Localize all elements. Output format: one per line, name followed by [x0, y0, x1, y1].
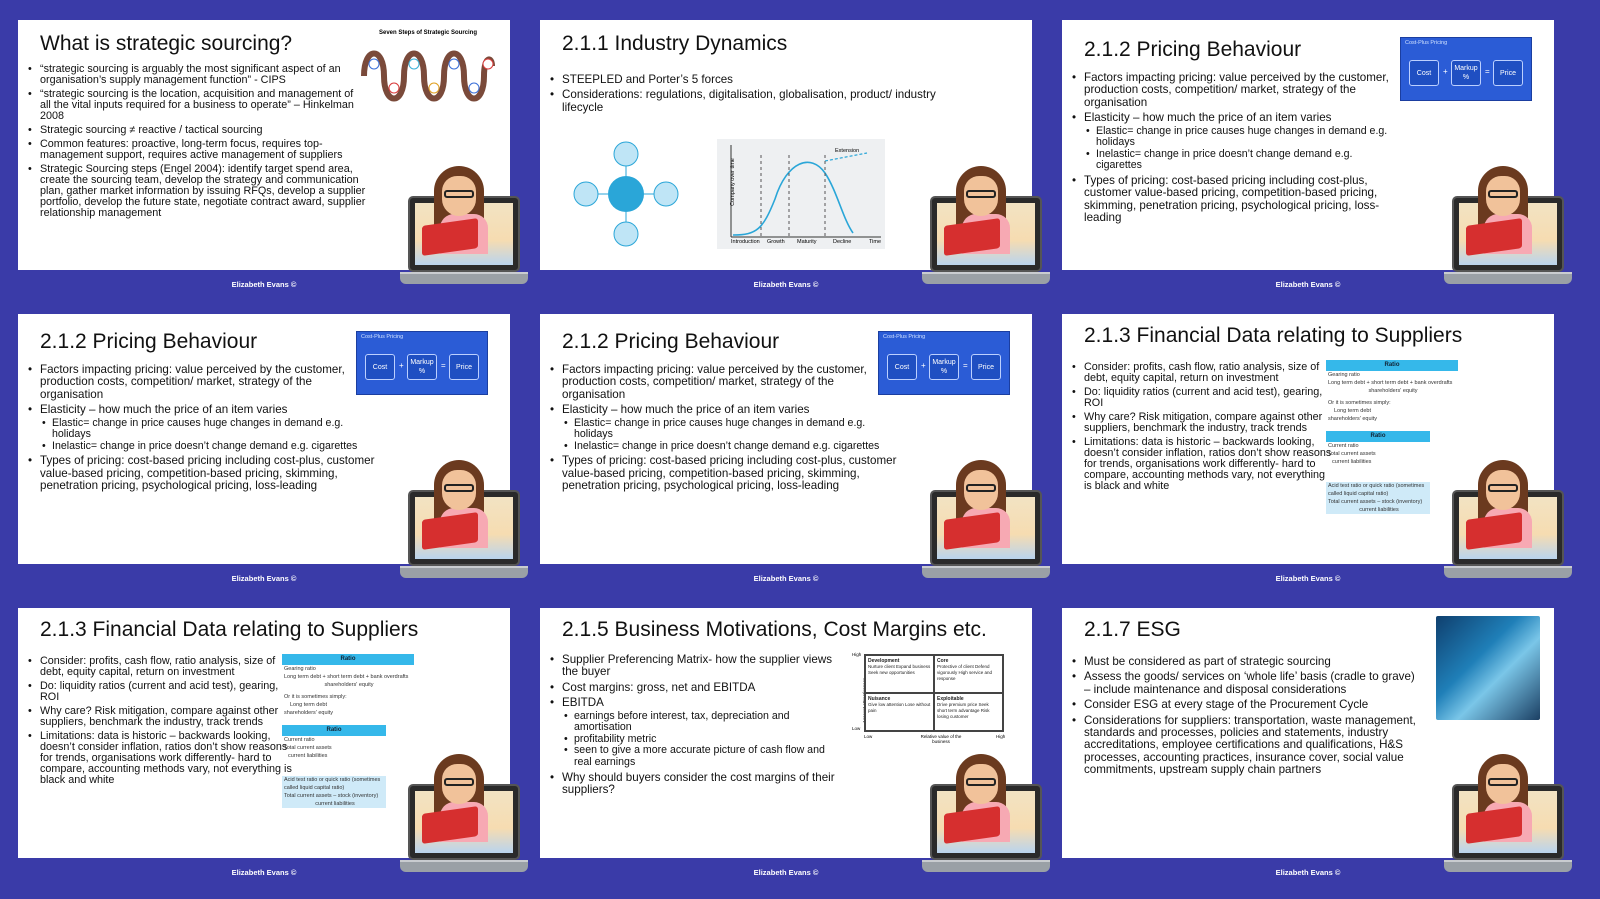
costplus-plus: + — [399, 361, 404, 370]
costplus-cost: Cost — [887, 354, 917, 380]
supplier-preferencing-matrix — [846, 652, 1022, 752]
slide-title: 2.1.3 Financial Data relating to Suppliers — [1084, 324, 1463, 347]
ratio-simply-num: Long term debt — [1334, 408, 1371, 414]
bullet: • Factors impacting pricing: value perceived by the customer, production costs, competition/ market, strategy of the organisation — [548, 364, 898, 401]
cost-plus-pricing-figure — [356, 331, 488, 395]
bullet-list — [548, 364, 898, 496]
sub-bullet: • Elastic= change in price causes huge changes in demand e.g. holidays — [40, 418, 376, 441]
bullet: • Factors impacting pricing: value perceived by the customer, production costs, competition/ market, strategy of the organisation — [26, 364, 376, 401]
slide-financial-data — [18, 608, 510, 888]
bullet: • Consider: profits, cash flow, ratio analysis, size of debt, equity capital, return on investment — [26, 656, 294, 678]
ratio-simply: Or it is sometimes simply: — [1328, 400, 1391, 406]
lifecycle-stage: Growth — [767, 239, 785, 245]
sub-bullet: • Inelastic= change in price doesn’t change demand e.g. cigarettes — [562, 441, 898, 453]
bullet: • Consider: profits, cash flow, ratio analysis, size of debt, equity capital, return on investment — [1070, 362, 1332, 384]
slide-business-motivations — [540, 608, 1032, 888]
matrix-cell-title: Development — [868, 658, 900, 664]
ratio-acid-num: Total current assets – stock (inventory) — [282, 792, 386, 800]
bullet: • Strategic Sourcing steps (Engel 2004): identify target spend area, create the sourcing team, develop the strategy and communication plan, gather market information by issuing RFQs, develop a supplier portfolio, develop the future state, negotiate contract award, supplier relationship management — [26, 164, 366, 219]
slide-footer: Elizabeth Evans © — [753, 280, 819, 289]
steps-wave-icon — [358, 36, 498, 116]
sub-bullet: • seen to give a more accurate picture of cash flow and real earnings — [562, 745, 844, 768]
bullet-text: Elasticity – how much the price of an item varies — [40, 403, 288, 417]
ratio-current: Current ratio — [284, 737, 315, 743]
bullet — [1070, 112, 1400, 172]
seven-steps-figure — [358, 30, 498, 130]
bullet: • “strategic sourcing is arguably the most significant aspect of an organisation’s supply management function” - CIPS — [26, 64, 366, 86]
matrix-cell-title: Core — [937, 658, 949, 664]
lifecycle-extension: Extension — [835, 148, 860, 154]
bullet: • Why should buyers consider the cost margins of their suppliers? — [548, 772, 844, 797]
ratio-simply-num: Long term debt — [290, 702, 327, 708]
slide-strategic-sourcing — [18, 20, 510, 300]
matrix-cell-title: Nuisance — [868, 696, 891, 702]
ratio-current-num: Total current assets — [1328, 451, 1376, 457]
bullet-list — [1070, 72, 1400, 228]
slide-title: 2.1.2 Pricing Behaviour — [40, 330, 258, 353]
bullet-text: Elasticity – how much the price of an item varies — [1084, 111, 1332, 125]
matrix-cell — [934, 655, 1003, 693]
ratio-tables — [282, 654, 414, 808]
slide-title: 2.1.2 Pricing Behaviour — [562, 330, 780, 353]
matrix-cell-text: Nurture client Expand business Seek new opportunities — [868, 664, 931, 675]
slide-pricing-behaviour — [18, 314, 510, 594]
bullet: • Factors impacting pricing: value perceived by the customer, production costs, competition/ market, strategy of the organisation — [1070, 72, 1400, 109]
bullet: • Must be considered as part of strategic sourcing — [1070, 656, 1420, 668]
costplus-equals: = — [963, 361, 968, 370]
esg-tech-image — [1436, 616, 1540, 720]
matrix-cell-text: Protective of client Defend vigorously High service and response — [937, 664, 993, 681]
costplus-markup: Markup % — [929, 354, 959, 380]
ratio-acid: Acid test ratio or quick ratio (sometimes called liquid capital ratio) — [1326, 482, 1430, 498]
slide-footer: Elizabeth Evans © — [1275, 280, 1341, 289]
figure-title: Seven Steps of Strategic Sourcing — [378, 30, 478, 36]
costplus-price: Price — [971, 354, 1001, 380]
ratio-simply-den: shareholders' equity — [1328, 416, 1378, 422]
slide-footer: Elizabeth Evans © — [231, 280, 297, 289]
cost-plus-pricing-figure — [878, 331, 1010, 395]
bullet-list — [26, 656, 294, 789]
bullet — [548, 404, 898, 452]
slide-title: What is strategic sourcing? — [40, 32, 293, 55]
costplus-title: Cost-Plus Pricing — [1405, 40, 1448, 46]
costplus-markup: Markup % — [1451, 60, 1481, 86]
slide-esg — [1062, 608, 1554, 888]
bullet: • Types of pricing: cost-based pricing including cost-plus, customer value-based pricing, competition-based pricing, skimming, penetration pricing, psychological pricing, loss-leading — [548, 455, 898, 492]
costplus-equals: = — [441, 361, 446, 370]
slide-footer: Elizabeth Evans © — [753, 868, 819, 877]
slide-footer: Elizabeth Evans © — [1275, 868, 1341, 877]
bullet-list — [1070, 656, 1420, 780]
cost-plus-pricing-figure — [1400, 37, 1532, 101]
bullet: • Why care? Risk mitigation, compare against other suppliers, benchmark the industry, track trends — [1070, 412, 1332, 434]
ratio-header: Ratio — [282, 725, 386, 736]
ratio-current-den: current liabilities — [288, 753, 328, 759]
slide-title: 2.1.7 ESG — [1084, 618, 1181, 641]
ratio-current: Current ratio — [1328, 443, 1359, 449]
slide-industry-dynamics — [540, 20, 1032, 300]
slide-title: 2.1.2 Pricing Behaviour — [1084, 38, 1302, 61]
bullet: • Considerations for suppliers: transportation, waste management, standards and processes, policies and statements, industry accreditations, employee certifications and qualifications, H&S processes, accounting practices, insurance cover, social value commitments, upstream supply chain partners — [1070, 715, 1420, 777]
costplus-cost: Cost — [1409, 60, 1439, 86]
ratio-gearing-den: shareholders' equity — [1368, 388, 1418, 394]
slide-title: 2.1.3 Financial Data relating to Suppliers — [40, 618, 419, 641]
slide-footer: Elizabeth Evans © — [231, 868, 297, 877]
costplus-equals: = — [1485, 67, 1490, 76]
lifecycle-stage: Maturity — [797, 239, 817, 245]
slide-financial-data — [1062, 314, 1554, 594]
costplus-markup: Markup % — [407, 354, 437, 380]
slide-pricing-behaviour — [540, 314, 1032, 594]
bullet-text: Elasticity – how much the price of an item varies — [562, 403, 810, 417]
product-lifecycle-chart — [717, 139, 885, 249]
matrix-x-low: Low — [864, 734, 873, 739]
bullet-list — [548, 74, 978, 117]
ratio-header: Ratio — [1326, 431, 1430, 442]
bullet: • Do: liquidity ratios (current and acid test), gearing, ROI — [1070, 387, 1332, 409]
sub-bullet: • Inelastic= change in price doesn’t change demand e.g. cigarettes — [1084, 149, 1400, 172]
bullet — [26, 404, 376, 452]
bullet: • Limitations: data is historic – backwards looking, doesn’t consider inflation, ratios don’t show reasons for trends, organisations work differently- hard to compare, accounting methods vary, not everything is black and white — [26, 731, 294, 786]
porter-five-forces-diagram — [570, 138, 682, 250]
bullet: • Do: liquidity ratios (current and acid test), gearing, ROI — [26, 681, 294, 703]
bullet: • Common features: proactive, long-term focus, requires top-management support, requires active management of suppliers — [26, 139, 366, 161]
bullet: • Considerations: regulations, digitalisation, globalisation, product/ industry lifecycle — [548, 89, 978, 114]
ratio-gearing-num: Long term debt + short term debt + bank overdrafts — [284, 674, 409, 680]
ratio-gearing: Gearing ratio — [1328, 372, 1360, 378]
bullet-list — [548, 654, 844, 799]
lifecycle-stage: Decline — [833, 239, 852, 245]
slide-title: 2.1.1 Industry Dynamics — [562, 32, 788, 55]
bullet: • Types of pricing: cost-based pricing including cost-plus, customer value-based pricing, competition-based pricing, skimming, penetration pricing, psychological pricing, loss-leading — [1070, 175, 1400, 225]
slide-footer: Elizabeth Evans © — [753, 574, 819, 583]
bullet: • Limitations: data is historic – backwards looking, doesn’t consider inflation, ratios don’t show reasons for trends, organisations work differently- hard to compare, accounting methods vary, not everything is black and white — [1070, 437, 1332, 492]
bullet: • Consider ESG at every stage of the Procurement Cycle — [1070, 699, 1420, 711]
bullet — [548, 697, 844, 768]
bullet-text: EBITDA — [562, 696, 604, 710]
sub-bullet: • earnings before interest, tax, depreciation and amortisation — [562, 711, 844, 734]
ratio-tables — [1326, 360, 1458, 514]
bullet: • Strategic sourcing ≠ reactive / tactical sourcing — [26, 125, 366, 136]
ratio-simply: Or it is sometimes simply: — [284, 694, 347, 700]
ratio-acid-num: Total current assets – stock (inventory) — [1326, 498, 1430, 506]
lifecycle-stage: Introduction — [731, 239, 760, 245]
matrix-cell — [865, 693, 934, 731]
lifecycle-ylabel: Company over time — [729, 158, 736, 206]
matrix-cell-text: Give low attention Lose without pain — [868, 702, 931, 713]
ratio-header: Ratio — [1326, 360, 1458, 371]
slide-pricing-behaviour — [1062, 20, 1554, 300]
costplus-cost: Cost — [365, 354, 395, 380]
slide-footer: Elizabeth Evans © — [1275, 574, 1341, 583]
matrix-cell-text: Drive premium price Seek short term advantage Risk losing customer — [937, 702, 990, 719]
matrix-x-high: High — [996, 734, 1006, 739]
matrix-ylabel: Account attractiveness — [862, 677, 868, 724]
bullet: • Why care? Risk mitigation, compare against other suppliers, benchmark the industry, track trends — [26, 706, 294, 728]
matrix-cell — [934, 693, 1003, 731]
sub-bullet: • Elastic= change in price causes huge changes in demand e.g. holidays — [562, 418, 898, 441]
matrix-xlabel: Relative value of the business — [920, 734, 962, 744]
lifecycle-xlabel: Time — [869, 239, 882, 245]
costplus-plus: + — [921, 361, 926, 370]
ratio-gearing: Gearing ratio — [284, 666, 316, 672]
bullet: • Assess the goods/ services on ‘whole life’ basis (cradle to grave) – include maintenance and disposal considerations — [1070, 671, 1420, 696]
costplus-title: Cost-Plus Pricing — [361, 334, 404, 340]
ratio-acid-den: current liabilities — [282, 800, 386, 808]
ratio-gearing-den: shareholders' equity — [324, 682, 374, 688]
slide-footer: Elizabeth Evans © — [231, 574, 297, 583]
bullet: • STEEPLED and Porter’s 5 forces — [548, 74, 978, 86]
costplus-title: Cost-Plus Pricing — [883, 334, 926, 340]
matrix-low: Low — [852, 726, 861, 731]
ratio-acid-den: current liabilities — [1326, 506, 1430, 514]
matrix-high: High — [852, 652, 862, 657]
ratio-gearing-num: Long term debt + short term debt + bank overdrafts — [1328, 380, 1453, 386]
costplus-price: Price — [449, 354, 479, 380]
ratio-simply-den: shareholders' equity — [284, 710, 334, 716]
sub-bullet: • profitability metric — [562, 734, 844, 746]
bullet: • “strategic sourcing is the location, acquisition and management of all the vital inputs required for a business to operate” – Hinkelman 2008 — [26, 89, 366, 122]
bullet: • Supplier Preferencing Matrix- how the supplier views the buyer — [548, 654, 844, 679]
bullet-list — [26, 364, 376, 496]
matrix-cell — [865, 655, 934, 693]
costplus-plus: + — [1443, 67, 1448, 76]
bullet: • Cost margins: gross, net and EBITDA — [548, 682, 844, 694]
bullet: • Types of pricing: cost-based pricing including cost-plus, customer value-based pricing, competition-based pricing, skimming, penetration pricing, psychological pricing, loss-leading — [26, 455, 376, 492]
ratio-header: Ratio — [282, 654, 414, 665]
matrix-cell-title: Exploitable — [937, 696, 964, 702]
matrix-grid — [864, 654, 1004, 732]
ratio-acid: Acid test ratio or quick ratio (sometimes called liquid capital ratio) — [282, 776, 386, 792]
slide-title: 2.1.5 Business Motivations, Cost Margins etc. — [562, 618, 987, 641]
bullet-list — [26, 64, 366, 222]
sub-bullet: • Elastic= change in price causes huge changes in demand e.g. holidays — [1084, 126, 1400, 149]
ratio-current-den: current liabilities — [1332, 459, 1372, 465]
sub-bullet: • Inelastic= change in price doesn’t change demand e.g. cigarettes — [40, 441, 376, 453]
costplus-price: Price — [1493, 60, 1523, 86]
ratio-current-num: Total current assets — [284, 745, 332, 751]
bullet-list — [1070, 362, 1332, 495]
